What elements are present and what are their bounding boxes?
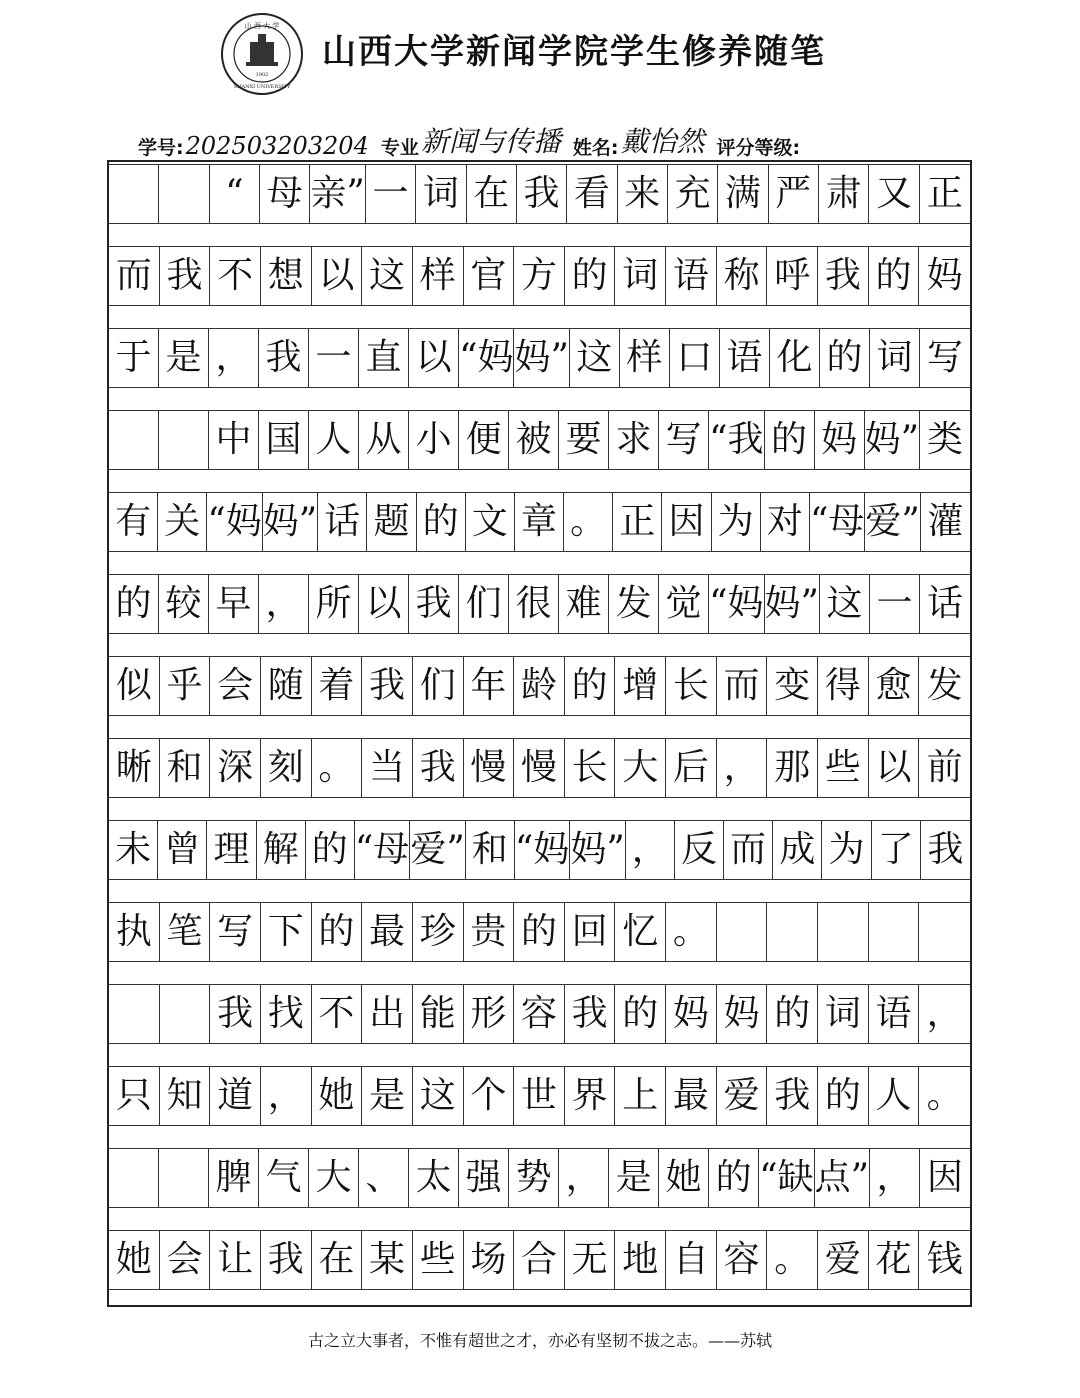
grid-cell: 语: [869, 985, 920, 1043]
grid-cell: 是: [362, 1067, 413, 1125]
grid-cell: 这: [570, 329, 620, 387]
page-header: [0, 0, 1080, 100]
grid-cell: 肃: [819, 165, 869, 223]
grid-cell: 回: [565, 903, 616, 961]
grid-cell: 界: [565, 1067, 616, 1125]
grid-cell: 形: [464, 985, 515, 1043]
grid-cell: 理: [207, 821, 256, 879]
student-id-value: 202503203204: [185, 132, 369, 160]
grid-cell: 她: [312, 1067, 363, 1125]
grid-cell: 所: [309, 575, 359, 633]
grid-cell: 题: [367, 493, 416, 551]
grid-cell: 的: [109, 575, 159, 633]
grid-cell: 我: [259, 329, 309, 387]
grid-cell: 知: [160, 1067, 211, 1125]
grid-cell: 和: [466, 821, 515, 879]
grid-cell: 能: [413, 985, 464, 1043]
grid-cell: 容: [717, 1231, 768, 1289]
grid-cell: 语: [666, 247, 717, 305]
grid-cell: 气: [259, 1149, 309, 1207]
grid-cell: 地: [615, 1231, 666, 1289]
grid-cell: 很: [509, 575, 559, 633]
grid-cell: 。: [564, 493, 613, 551]
grid-cell: 的: [869, 247, 920, 305]
grid-cell: 龄: [514, 657, 565, 715]
grid-cell: 我: [409, 575, 459, 633]
grid-cell: 是: [159, 329, 209, 387]
grid-cell: 曾: [158, 821, 207, 879]
grid-cell: 妈”: [765, 575, 820, 633]
grid-cell: 母: [260, 165, 310, 223]
grid-row: [109, 984, 970, 1044]
grid-cell: 人: [869, 1067, 920, 1125]
grid-cell: ，: [626, 821, 675, 879]
grid-cell: 些: [818, 739, 869, 797]
grid-cell: 这: [362, 247, 413, 305]
svg-text:1902: 1902: [255, 72, 269, 78]
grid-cell: ，: [209, 329, 259, 387]
grid-cell: 看: [567, 165, 617, 223]
grid-cell: 那: [767, 739, 818, 797]
grid-cell: 乎: [160, 657, 211, 715]
grid-cell: 让: [210, 1231, 261, 1289]
grid-cell: 的: [615, 985, 666, 1043]
grid-cell: 她: [659, 1149, 709, 1207]
grid-cell: 我: [261, 1231, 312, 1289]
grid-cell: 直: [359, 329, 409, 387]
grid-cell: 在: [467, 165, 517, 223]
grid-cell: 妈”: [865, 411, 920, 469]
grid-cell: 长: [565, 739, 616, 797]
grid-cell: 爱”: [410, 821, 465, 879]
grid-cell: 变: [767, 657, 818, 715]
grid-row: [109, 492, 970, 552]
grid-cell: 话: [318, 493, 367, 551]
grid-cell: 强: [459, 1149, 509, 1207]
grid-cell: 贵: [464, 903, 515, 961]
grid-cell: 们: [413, 657, 464, 715]
grid-cell: 我: [210, 985, 261, 1043]
grid-cell: 脾: [209, 1149, 259, 1207]
grid-cell: 的: [709, 1149, 759, 1207]
grid-cell: 化: [770, 329, 820, 387]
grid-row: [109, 574, 970, 634]
grid-cell: 。: [926, 1075, 963, 1116]
grid-cell: 晰: [109, 739, 160, 797]
grid-cell: 势: [509, 1149, 559, 1207]
grid-cell: 以: [409, 329, 459, 387]
grid-cell: 妈: [926, 255, 963, 296]
grid-cell: 未: [109, 821, 158, 879]
grid-row: [109, 820, 970, 880]
grid-cell: 亲”: [310, 165, 365, 223]
grid-cell: 的: [820, 329, 870, 387]
grid-cell: 前: [926, 747, 963, 788]
grid-cell: 爱: [818, 1231, 869, 1289]
grid-cell: “妈: [515, 821, 570, 879]
grid-cell: 写: [926, 337, 963, 378]
grid-cell: 我: [517, 165, 567, 223]
grid-cell: 我: [413, 739, 464, 797]
grid-cell: ，: [259, 575, 309, 633]
grid-cell: [109, 985, 160, 1043]
grid-cell: ，: [717, 739, 768, 797]
grid-cell: 爱”: [865, 493, 920, 551]
grid-cell: 类: [926, 419, 963, 460]
grid-cell: 的: [818, 1067, 869, 1125]
grid-cell: 上: [615, 1067, 666, 1125]
grid-cell: 刻: [261, 739, 312, 797]
grid-cell: [109, 411, 159, 469]
grid-cell: 些: [413, 1231, 464, 1289]
grid-cell: 因: [926, 1157, 963, 1198]
grid-cell: 们: [459, 575, 509, 633]
grid-cell: [109, 1149, 159, 1207]
grid-cell: 不: [210, 247, 261, 305]
grid-cell: 得: [818, 657, 869, 715]
grid-cell: 灌: [927, 501, 964, 542]
grid-cell: 而: [109, 247, 160, 305]
university-seal-icon: [220, 12, 304, 96]
grid-cell: 因: [662, 493, 711, 551]
grid-cell: 最: [666, 1067, 717, 1125]
grid-cell: 点”: [815, 1149, 870, 1207]
grid-cell: 下: [261, 903, 312, 961]
grid-cell: [767, 903, 818, 961]
grid-cell: 我: [362, 657, 413, 715]
grid-cell: 不: [312, 985, 363, 1043]
grid-cell: 一: [870, 575, 920, 633]
grid-cell: 觉: [659, 575, 709, 633]
page-title: 山西大学新闻学院学生修养随笔: [322, 32, 826, 72]
grid-cell: 爱: [717, 1067, 768, 1125]
grid-cell: 难: [559, 575, 609, 633]
grid-cell: 的: [767, 985, 818, 1043]
grid-cell: 妈”: [263, 493, 318, 551]
grid-cell: 。: [312, 739, 363, 797]
grid-cell: 某: [362, 1231, 413, 1289]
grid-cell: 、: [359, 1149, 409, 1207]
writing-grid: [107, 160, 972, 1307]
grid-cell: 和: [160, 739, 211, 797]
grid-cell: 妈”: [570, 821, 625, 879]
grid-cell: 是: [609, 1149, 659, 1207]
grid-cell: 深: [210, 739, 261, 797]
grid-cell: ，: [559, 1149, 609, 1207]
grid-cell: 写: [210, 903, 261, 961]
grid-cell: 最: [362, 903, 413, 961]
grid-row: [109, 656, 970, 716]
grid-cell: 充: [668, 165, 718, 223]
grid-cell: 的: [565, 247, 616, 305]
grid-cell: 词: [870, 329, 920, 387]
grid-cell: 世: [514, 1067, 565, 1125]
grid-cell: 了: [872, 821, 921, 879]
grid-cell: 国: [259, 411, 309, 469]
grid-cell: 着: [312, 657, 363, 715]
grid-cell: 我: [818, 247, 869, 305]
grid-cell: 写: [659, 411, 709, 469]
grid-cell: 合: [514, 1231, 565, 1289]
grid-row: [109, 1066, 970, 1126]
grid-cell: 为: [822, 821, 871, 879]
grid-cell: 我: [565, 985, 616, 1043]
grid-cell: 的: [306, 821, 355, 879]
grid-cell: 年: [464, 657, 515, 715]
grid-cell: “妈: [207, 493, 262, 551]
grid-row: [109, 246, 970, 306]
grid-cell: [919, 903, 970, 961]
grid-cell: 来: [618, 165, 668, 223]
grid-cell: 以: [869, 739, 920, 797]
grid-cell: “: [210, 165, 260, 223]
grid-cell: 忆: [615, 903, 666, 961]
grid-cell: 无: [565, 1231, 616, 1289]
grid-cell: 妈”: [514, 329, 569, 387]
grid-cell: [869, 903, 920, 961]
grid-cell: 我: [160, 247, 211, 305]
grid-cell: 从: [359, 411, 409, 469]
grid-cell: 样: [413, 247, 464, 305]
grid-cell: 成: [773, 821, 822, 879]
grid-cell: 话: [926, 583, 963, 624]
grid-row: [109, 410, 970, 470]
grid-cell: 想: [261, 247, 312, 305]
grid-cell: 。: [767, 1231, 818, 1289]
grid-cell: “妈: [459, 329, 514, 387]
grid-cell: 大: [615, 739, 666, 797]
grid-cell: 要: [559, 411, 609, 469]
grid-cell: 道: [210, 1067, 261, 1125]
grid-cell: 执: [109, 903, 160, 961]
grid-cell: 反: [675, 821, 724, 879]
grid-cell: 语: [720, 329, 770, 387]
grid-cell: 发: [926, 665, 963, 706]
grade-label: 评分等级:: [716, 137, 801, 159]
grid-cell: [159, 1149, 209, 1207]
grid-cell: 小: [409, 411, 459, 469]
grid-cell: ，: [926, 993, 963, 1034]
grid-cell: “我: [709, 411, 764, 469]
grid-cell: 解: [257, 821, 306, 879]
grid-cell: 的: [417, 493, 466, 551]
grid-cell: 较: [159, 575, 209, 633]
grid-cell: 妈: [815, 411, 865, 469]
grid-cell: ，: [261, 1067, 312, 1125]
grid-cell: 个: [464, 1067, 515, 1125]
grid-cell: 找: [261, 985, 312, 1043]
grid-cell: 会: [160, 1231, 211, 1289]
grid-cell: 样: [620, 329, 670, 387]
grid-cell: 人: [309, 411, 359, 469]
grid-cell: 发: [609, 575, 659, 633]
grid-cell: 官: [464, 247, 515, 305]
name-label: 姓名:: [572, 137, 619, 159]
grid-cell: 她: [109, 1231, 160, 1289]
grid-cell: “缺: [759, 1149, 814, 1207]
grid-cell: 场: [464, 1231, 515, 1289]
grid-cell: “妈: [709, 575, 764, 633]
grid-cell: 这: [820, 575, 870, 633]
grid-cell: 而: [717, 657, 768, 715]
grid-cell: 文: [466, 493, 515, 551]
grid-cell: 方: [514, 247, 565, 305]
grid-cell: 太: [409, 1149, 459, 1207]
grid-cell: 便: [459, 411, 509, 469]
grid-cell: 严: [769, 165, 819, 223]
grid-cell: 妈: [717, 985, 768, 1043]
grid-cell: [159, 165, 209, 223]
grid-cell: 当: [362, 739, 413, 797]
grid-cell: 而: [724, 821, 773, 879]
grid-cell: 口: [670, 329, 720, 387]
svg-text:山 西 大 学: 山 西 大 学: [244, 22, 280, 30]
grid-cell: 我: [767, 1067, 818, 1125]
grid-cell: [717, 903, 768, 961]
grid-cell: 花: [869, 1231, 920, 1289]
student-info-row: [138, 124, 802, 160]
grid-cell: 珍: [413, 903, 464, 961]
grid-cell: 中: [209, 411, 259, 469]
grid-cell: 笔: [160, 903, 211, 961]
grid-cell: 又: [869, 165, 919, 223]
grid-row: [109, 328, 970, 388]
grid-cell: “母: [355, 821, 410, 879]
grid-cell: 钱: [926, 1239, 963, 1280]
grid-cell: 慢: [514, 739, 565, 797]
grid-cell: 会: [210, 657, 261, 715]
grid-cell: 正: [613, 493, 662, 551]
grid-cell: 以: [359, 575, 409, 633]
grid-row: [109, 1230, 970, 1290]
grid-cell: 后: [666, 739, 717, 797]
major-label: 专业: [380, 137, 419, 159]
grid-cell: 为: [712, 493, 761, 551]
grid-cell: 一: [309, 329, 359, 387]
grid-cell: 随: [261, 657, 312, 715]
major-value: 新闻与传播: [420, 125, 561, 158]
grid-cell: 词: [818, 985, 869, 1043]
grid-cell: 于: [109, 329, 159, 387]
grid-cell: 大: [309, 1149, 359, 1207]
grid-cell: 早: [209, 575, 259, 633]
grid-cell: 只: [109, 1067, 160, 1125]
grid-cell: 以: [312, 247, 363, 305]
grid-cell: [159, 411, 209, 469]
grid-cell: 有: [109, 493, 158, 551]
grid-cell: 我: [927, 829, 964, 870]
grid-cell: 关: [158, 493, 207, 551]
grid-row: [109, 1148, 970, 1208]
grid-cell: 增: [615, 657, 666, 715]
grid-cell: 被: [509, 411, 559, 469]
footer-quote: 古之立大事者，不惟有超世之才，亦必有坚韧不拔之志。——苏轼: [307, 1331, 772, 1350]
svg-text:SHANXI UNIVERSITY: SHANXI UNIVERSITY: [233, 84, 291, 90]
grid-cell: 长: [666, 657, 717, 715]
grid-cell: 满: [718, 165, 768, 223]
grid-cell: [818, 903, 869, 961]
grid-cell: 的: [765, 411, 815, 469]
grid-cell: [109, 165, 159, 223]
grid-cell: [160, 985, 211, 1043]
grid-cell: 在: [312, 1231, 363, 1289]
grid-cell: 对: [761, 493, 810, 551]
grid-cell: 正: [926, 173, 963, 214]
grid-cell: 的: [312, 903, 363, 961]
grid-cell: 的: [565, 657, 616, 715]
grid-cell: 词: [416, 165, 466, 223]
grid-cell: 呼: [767, 247, 818, 305]
grid-row: [109, 738, 970, 798]
grid-cell: 一: [366, 165, 416, 223]
grid-cell: 愈: [869, 657, 920, 715]
grid-cell: 自: [666, 1231, 717, 1289]
student-id-label: 学号:: [138, 137, 184, 159]
grid-cell: 。: [666, 903, 717, 961]
grid-cell: 词: [615, 247, 666, 305]
grid-cell: 的: [514, 903, 565, 961]
grid-cell: 容: [514, 985, 565, 1043]
grid-cell: 慢: [464, 739, 515, 797]
grid-row: [109, 902, 970, 962]
grid-cell: “母: [810, 493, 865, 551]
grid-cell: 似: [109, 657, 160, 715]
name-value: 戴怡然: [620, 125, 705, 158]
grid-cell: 求: [609, 411, 659, 469]
grid-row: [109, 164, 970, 224]
grid-cell: 这: [413, 1067, 464, 1125]
grid-cell: ，: [870, 1149, 920, 1207]
grid-cell: 妈: [666, 985, 717, 1043]
grid-cell: 章: [515, 493, 564, 551]
grid-cell: 称: [717, 247, 768, 305]
grid-cell: 出: [362, 985, 413, 1043]
